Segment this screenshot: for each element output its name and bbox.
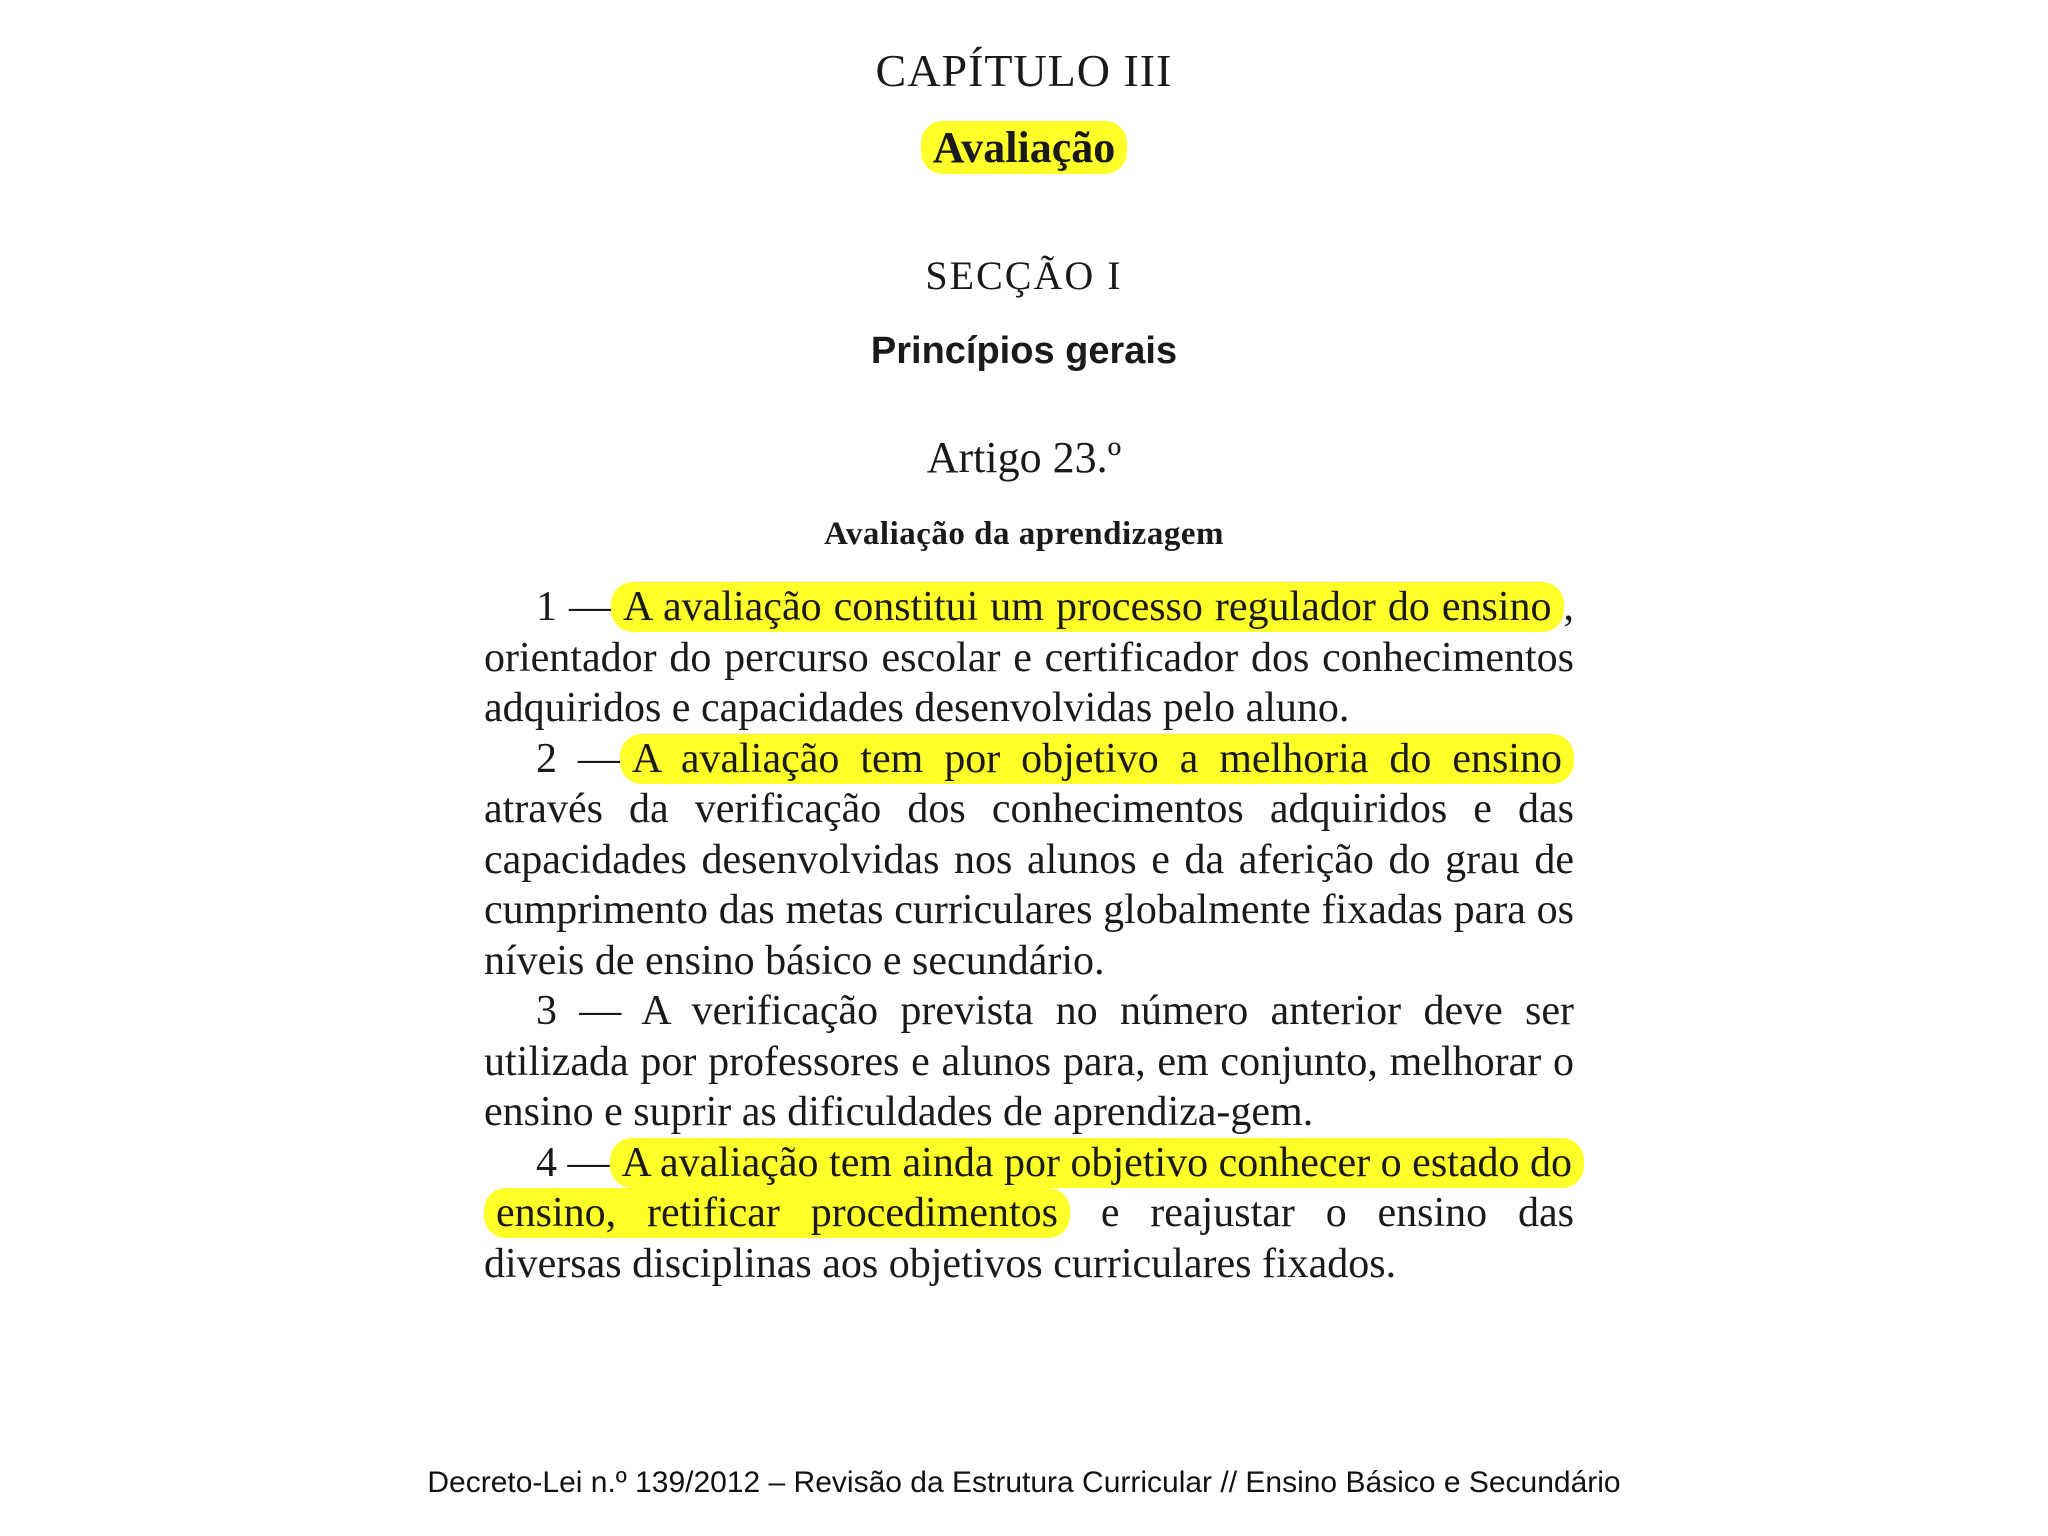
article-heading: Artigo 23.º	[926, 433, 1122, 482]
article-title: Avaliação da aprendizagem	[824, 516, 1224, 552]
paragraph-text: , orientador do percurso escolar e certificador dos conhecimentos adquiridos e capacidades desenvolvidas pelo aluno.	[484, 584, 1574, 731]
paragraph-number: 1 —	[536, 584, 612, 630]
article-body	[484, 582, 1574, 1289]
paragraph-number: 3 —	[536, 988, 622, 1034]
paragraph-number: 4 —	[536, 1139, 610, 1186]
highlighted-text: A avaliação tem ainda por objetivo conhecer o estado do ensino, retificar procedimentos	[484, 1138, 1584, 1239]
paragraph-text: A verificação prevista no número anterior deve ser utilizada por professores e alunos para, em conjunto, melhorar o ensino e suprir as dificuldades de aprendiza-gem.	[484, 988, 1574, 1135]
highlighted-text: A avaliação constitui um processo regulador do ensino	[611, 582, 1563, 632]
chapter-heading: CAPÍTULO III	[875, 45, 1173, 96]
paragraph-number: 2 —	[536, 735, 620, 782]
highlighted-text: A avaliação tem por objetivo a melhoria do ensino	[620, 734, 1574, 784]
section-heading: SECÇÃO I	[925, 253, 1123, 298]
chapter-title	[0, 122, 2048, 173]
source-caption: Decreto-Lei n.º 139/2012 – Revisão da Estrutura Curricular // Ensino Básico e Secundário	[427, 1466, 1621, 1499]
paragraph-4	[484, 1138, 1574, 1290]
paragraph-3	[484, 986, 1574, 1138]
chapter-title-highlight: Avaliação	[921, 121, 1128, 174]
paragraph-text: através da verificação dos conhecimentos adquiridos e das capacidades desenvolvidas nos alunos e da aferição do grau de cumprimento das metas curriculares globalmente fixadas para os níveis de ensino básico e secundário.	[484, 786, 1574, 984]
paragraph-1	[484, 582, 1574, 734]
paragraph-2	[484, 734, 1574, 987]
paragraph-text: e reajustar o ensino das diversas disciplinas aos objetivos curriculares fixados.	[484, 1190, 1574, 1287]
section-title: Princípios gerais	[870, 330, 1178, 372]
